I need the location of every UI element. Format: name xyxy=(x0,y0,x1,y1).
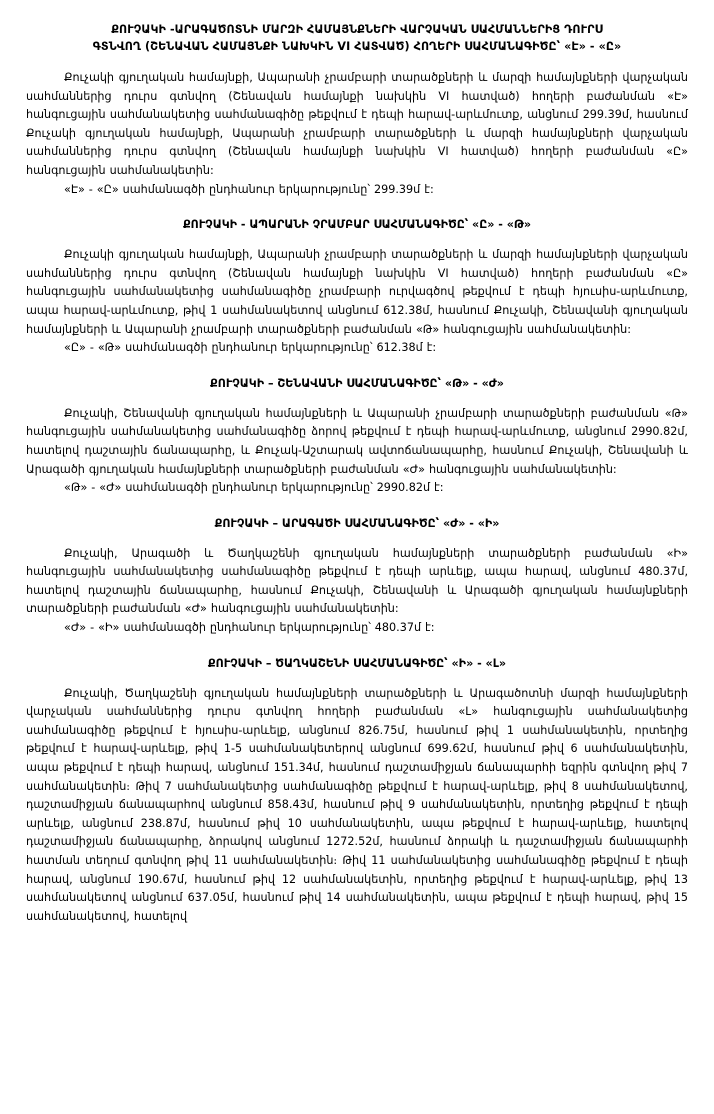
section-result: «Թ» - «Ժ» սահմանագծի ընդհանուր երկարությունը՝ 2990.82մ է: xyxy=(64,481,444,495)
section-result: «Է» - «Ը» սահմանագծի ընդհանուր երկարությունը՝ 299.39մ է: xyxy=(64,182,434,196)
section-zh-to-i xyxy=(26,516,688,638)
section-i-to-l xyxy=(26,638,688,927)
section-paragraph: Քուչակի, Շենավանի գյուղական համայնքների և Ապարանի չրամբարի տարածքների բաժանման «Թ» հանգուցային սահմանակետից սահմանագիծը ձորով թեքվում է դեպի հարավ-արևմուտք, անցնում 2990.82մ, հատելով դաշտային ճանապարհը, և Քուչակ-Աշտարակ ավտոճանապարհը, հասնում Քուչակի, Շենավանի և Արագածի գյուղական համայնքների տարածքների բաժանման «Ժ» հանգուցային սահմանակետին: xyxy=(26,406,688,476)
section-paragraph: Քուչակի գյուղական համայնքի, Ապարանի չրամբարի տարածքների և մարզի համայնքների վարչական սահմաններից դուրս գտնվող (Շենավան համայնքի նախկին VI հատված) հողերի բաժանման «Ը» հանգուցային սահմանակետից սահմանագիծը չրամբարի ուրվագծով թեքվում է դեպի հյուսիս-արևմուտք, ապա հարավ-արևմուտք, թիվ 1 սահմանակետով անցնում 612.38մ, հասնում Քուչակի, Շենավանի գյուղական համայնքների և Ապարանի չրամբարի տարածքների բաժանման «Թ» հանգուցային սահմանակետին: xyxy=(26,248,688,336)
document-title-line-1: ՔՈՒՉԱԿԻ -ԱՐԱԳԱԾՈՏՆԻ ՄԱՐԶԻ ՀԱՄԱՅՆՔՆԵՐԻ ՎԱՐՉԱԿԱՆ ՍԱՀՄԱՆՆԵՐԻՑ ԴՈՒՐՍ xyxy=(111,23,603,36)
section-paragraph: Քուչակի, Ծաղկաշենի գյուղական համայնքների տարածքների և Արագածոտնի մարզի համայնքների վարչական սահմաններից դուրս գտնվող հողերի բաժանման «Լ» հանգուցային սահմանակետից սահմանագիծը թեքվում է հյուսիս-արևելք, անցնում 826.75մ, հասնում թիվ 1 սահմանակետին, որտեղից թեքվում է հարավ-արևելք, թիվ 1-5 սահմանակետերով անցնում 699.62մ, հասնում թիվ 6 սահմանակետին, ապա թեքվում է դեպի հարավ, անցնում 151.34մ, հասնում դաշտամիջյան ճանապարհի եզրին գտնվող թիվ 7 սահմանակետին։ Թիվ 7 սահմանակետից սահմանագիծը թեքվում է հարավ-արևելք, թիվ 8 սահմանակետով, դաշտամիջյան ճանապարհով անցնում 858.43մ, հասնում թիվ 9 սահմանակետին, որտեղից թեքվում է դեպի արևելք, անցնում 238.87մ, հասնում թիվ 10 սահմանակետին, ապա թեքվում է հարավ-արևելք, հատելով դաշտամիջյան ճանապարհը, ձորակով անցնում 1272.52մ, հասնում ձորակի և դաշտամիջյան ճանապարհի հատման տեղում գտնվող թիվ 11 սահմանակետին։ Թիվ 11 սահմանակետից սահմանագիծը թեքվում է դեպի հարավ, անցնում 190.67մ, հասնում թիվ 12 սահմանակետին, որտեղից թեքվում է հարավ-արևելք, թիվ 13 սահմանակետով անցնում 637.05մ, հասնում թիվ 14 սահմանակետին, ապա թեքվում է դեպի հարավ, թիվ 15 սահմանակետով, հատելով xyxy=(26,686,688,923)
section-result: «Ը» - «Թ» սահմանագծի ընդհանուր երկարությունը՝ 612.38մ է: xyxy=(64,341,437,355)
section-heading: ՔՈՒՉԱԿԻ – ԾԱՂԿԱՇԵՆԻ ՍԱՀՄԱՆԱԳԻԾԸ՝ «Ի» - «Լ» xyxy=(207,656,507,670)
section-t-to-zh xyxy=(26,376,688,498)
document-title xyxy=(26,22,688,55)
section-e-to-y xyxy=(26,69,688,199)
section-y-to-t xyxy=(26,217,688,358)
section-heading: ՔՈՒՉԱԿԻ – ՇԵՆԱՎԱՆԻ ՍԱՀՄԱՆԱԳԻԾԸ՝ «Թ» - «Ժ» xyxy=(210,376,504,390)
section-heading: ՔՈՒՉԱԿԻ – ԱՐԱԳԱԾԻ ՍԱՀՄԱՆԱԳԻԾԸ՝ «Ժ» - «Ի» xyxy=(214,516,500,530)
section-paragraph: Քուչակի, Արագածի և Ծաղկաշենի գյուղական համայնքների տարածքների բաժանման «Ի» հանգուցային սահմանակետից սահմանագիծը թեքվում է դեպի արևելք, ապա հարավ, անցնում 480.37մ, հատելով դաշտային ճանապարհը, հասնում Քուչակի, Շենավանի և Արագածի գյուղական համայնքների տարածքների բաժանման «Ժ» հանգուցային սահմանակետին: xyxy=(26,546,688,616)
section-result: «Ժ» - «Ի» սահմանագծի ընդհանուր երկարությունը՝ 480.37մ է: xyxy=(64,621,435,635)
section-paragraph: Քուչակի գյուղական համայնքի, Ապարանի չրամբարի տարածքների և մարզի համայնքների վարչական սահմաններից դուրս գտնվող (Շենավան համայնքի նախկին VI հատված) հողերի բաժանման «Է» հանգուցային սահմանակետից սահմանագիծը թեքվում է դեպի հարավ-արևմուտք, անցնում 299.39մ, հասնում Քուչակի գյուղական համայնքի, Ապարանի չրամբարի տարածքների և մարզի համայնքների վարչական սահմաններից դուրս գտնվող (Շենավան համայնքի նախկին VI հատված) հողերի բաժանման «Ը» հանգուցային սահմանակետին: xyxy=(26,71,688,177)
section-heading: ՔՈՒՉԱԿԻ - ԱՊԱՐԱՆԻ ՉՐԱՄԲԱՐ ՍԱՀՄԱՆԱԳԻԾԸ՝ «Ը» - «Թ» xyxy=(182,218,532,232)
document-title-line-2: ԳՏՆՎՈՂ (ՇԵՆԱՎԱՆ ՀԱՄԱՅՆՔԻ ՆԱԽԿԻՆ VI ՀԱՏՎԱԾ) ՀՈՂԵՐԻ ՍԱՀՄԱՆԱԳԻԾԸ՝ «Է» - «Ը» xyxy=(92,39,622,53)
